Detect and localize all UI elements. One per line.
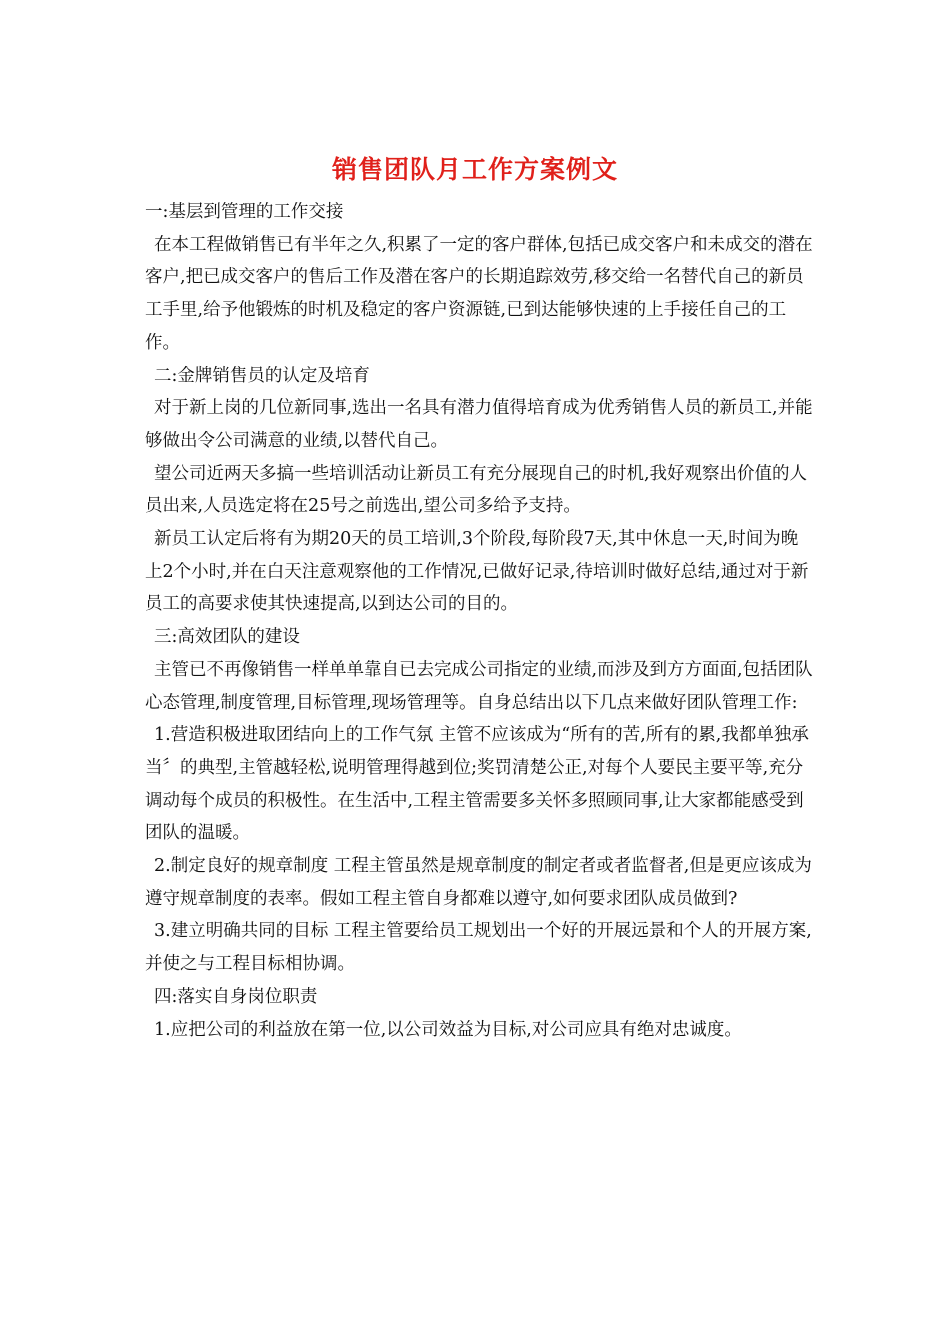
document-title: 销售团队月工作方案例文: [331, 155, 618, 184]
document-paragraph: 一:基层到管理的工作交接: [145, 202, 344, 222]
document-paragraph: 1.营造积极进取团结向上的工作气氛 主管不应该成为“所有的苦,所有的累,我都单独承当〞的典型,主管越轻松,说明管理得越到位;奖罚清楚公正,对每个人要民主要平等,充分调动每个成员的积极性。在生活中,工程主管需要多关怀多照顾同事,让大家都能感受到团队的温暖。: [145, 725, 809, 844]
document-paragraph: 对于新上岗的几位新同事,选出一名具有潜力值得培育成为优秀销售人员的新员工,并能够做出令公司满意的业绩,以替代自己。: [145, 398, 813, 451]
document-paragraph: 新员工认定后将有为期20天的员工培训,3个阶段,每阶段7天,其中休息一天,时间为晚上2个小时,并在白天注意观察他的工作情况,已做好记录,待培训时做好总结,通过对于新员工的高要求使其快速提高,以到达公司的目的。: [145, 529, 809, 615]
document-paragraph: 3.建立明确共同的目标 工程主管要给员工规划出一个好的开展远景和个人的开展方案,并使之与工程目标相协调。: [145, 921, 812, 975]
document-paragraph: 三:高效团队的建设: [154, 627, 300, 648]
document-paragraph: 2.制定良好的规章制度 工程主管虽然是规章制度的制定者或者监督者,但是更应该成为遵守规章制度的表率。假如工程主管自身都难以遵守,如何要求团队成员做到?: [145, 856, 812, 909]
document-paragraph: 二:金牌销售员的认定及培育: [154, 365, 370, 386]
document-body: [145, 196, 815, 1046]
document-paragraph: 1.应把公司的利益放在第一位,以公司效益为目标,对公司应具有绝对忠诚度。: [154, 1019, 742, 1040]
document-paragraph: 在本工程做销售已有半年之久,积累了一定的客户群体,包括已成交客户和未成交的潜在客户,把已成交客户的售后工作及潜在客户的长期追踪效劳,移交给一名替代自己的新员工手里,给予他锻炼的时机及稳定的客户资源链,已到达能够快速的上手接任自己的工作。: [145, 234, 813, 353]
document-paragraph: 四:落实自身岗位职责: [154, 986, 318, 1007]
document-paragraph: 主管已不再像销售一样单单靠自已去完成公司指定的业绩,而涉及到方方面面,包括团队心态管理,制度管理,目标管理,现场管理等。自身总结出以下几点来做好团队管理工作:: [145, 659, 813, 713]
document-paragraph: 望公司近两天多搞一些培训活动让新员工有充分展现自己的时机,我好观察出价值的人员出来,人员选定将在25号之前选出,望公司多给予支持。: [145, 463, 808, 517]
